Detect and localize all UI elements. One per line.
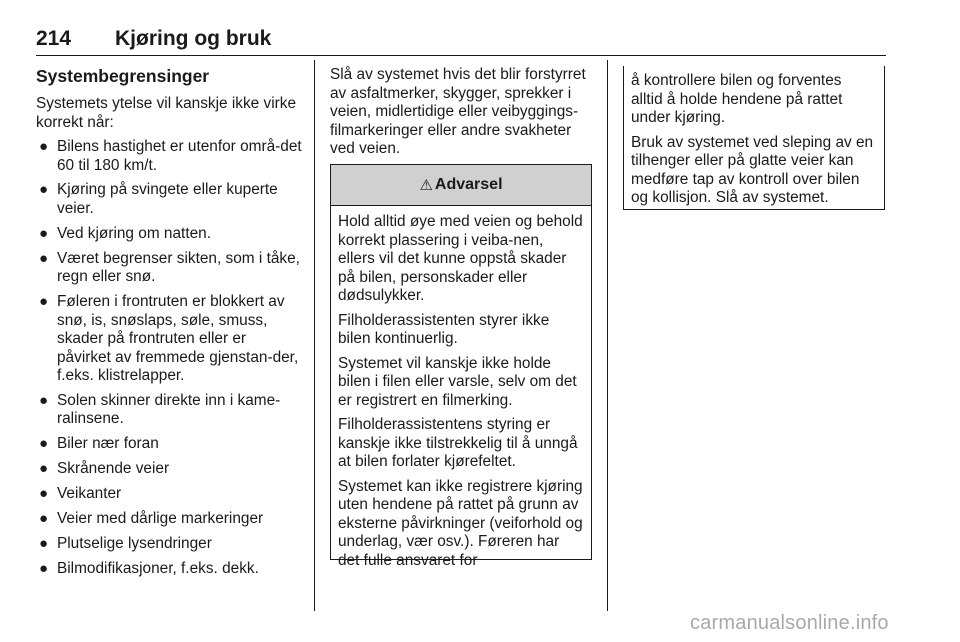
bullet-icon: ● <box>39 460 49 478</box>
warning-paragraph: Filholderassistentens styring er kanskje ikke tilstrekkelig til å unngå at bilen forlater kjørefeltet. <box>338 416 578 470</box>
limitations-list <box>36 138 302 578</box>
list-item-text: Plutselige lysendringer <box>57 534 212 552</box>
page-number: 214 <box>36 27 72 50</box>
list-item <box>36 138 302 175</box>
list-item-text: Veikanter <box>57 485 122 503</box>
bullet-icon: ● <box>39 138 49 155</box>
bullet-icon: ● <box>39 559 49 577</box>
page-header <box>36 27 886 53</box>
list-item-text: Solen skinner direkte inn i kame-ralinsene. <box>57 391 281 428</box>
list-item-text: Bilens hastighet er utenfor områ-det 60 til 180 km/t. <box>57 138 302 174</box>
list-item <box>36 181 302 218</box>
list-item-text: Kjøring på svingete eller kuperte veier. <box>57 181 278 217</box>
list-item <box>36 460 302 479</box>
paragraph: Slå av systemet hvis det blir forstyrret av asfaltmerker, skygger, sprekker i veien, midlertidige eller veibyggings-filmarkeringer eller andre svakheter ved veien. <box>330 66 586 157</box>
list-item-text: Skrånende veier <box>57 460 170 478</box>
list-item <box>36 225 302 244</box>
watermark: carmanualsonline.info <box>690 612 889 634</box>
bullet-icon: ● <box>39 293 49 311</box>
intro-text: Systemets ytelse vil kanskje ikke virke korrekt når: <box>36 95 297 131</box>
bullet-icon: ● <box>39 435 49 453</box>
warning-title: Advarsel <box>434 176 503 193</box>
warning-triangle-icon: ⚠ <box>419 177 433 194</box>
chapter-title: Kjøring og bruk <box>115 27 272 50</box>
list-item-text: Ved kjøring om natten. <box>57 224 211 242</box>
header-rule <box>36 55 886 56</box>
column-divider <box>607 60 608 611</box>
warning-header <box>331 164 591 206</box>
column-2 <box>330 66 592 170</box>
list-item <box>36 392 302 429</box>
list-item <box>36 510 302 529</box>
warning-continuation-box <box>623 66 885 210</box>
warning-paragraph: Systemet vil kanskje ikke holde bilen i filen eller varsle, selv om det er registrert en filmerking. <box>338 354 577 409</box>
list-item <box>36 435 302 454</box>
list-item <box>36 250 302 287</box>
warning-paragraph: Filholderassistenten styrer ikke bilen kontinuerlig. <box>338 311 550 347</box>
list-item-text: Føleren i frontruten er blokkert av snø, is, snøslaps, søle, smuss, skader på frontruten eller er påvirket av fremmede gjenstan-der, f.eks. klistrelapper. <box>57 293 299 385</box>
list-item <box>36 535 302 554</box>
list-item <box>36 560 302 579</box>
bullet-icon: ● <box>39 224 49 242</box>
list-item-text: Biler nær foran <box>57 435 159 453</box>
list-item <box>36 293 302 386</box>
bullet-icon: ● <box>39 391 49 409</box>
warning-box <box>330 164 592 569</box>
warning-paragraph: Systemet kan ikke registrere kjøring uten hendene på rattet på grunn av eksterne påvirkninger (veiforhold og underlag, vær osv.). Føreren har det fulle ansvaret for <box>338 477 583 569</box>
bullet-icon: ● <box>39 181 49 199</box>
bullet-icon: ● <box>39 534 49 552</box>
column-divider <box>314 60 315 611</box>
list-item-text: Bilmodifikasjoner, f.eks. dekk. <box>57 559 259 577</box>
warning-body <box>331 206 591 570</box>
bullet-icon: ● <box>39 485 49 503</box>
column-1 <box>36 66 302 585</box>
warning-paragraph: å kontrollere bilen og forventes alltid å holde hendene på rattet under kjøring. <box>631 72 843 126</box>
bullet-icon: ● <box>39 510 49 528</box>
bullet-icon: ● <box>39 249 49 267</box>
section-title: Systembegrensinger <box>36 66 210 86</box>
list-item-text: Veier med dårlige markeringer <box>57 510 264 528</box>
list-item-text: Været begrenser sikten, som i tåke, regn eller snø. <box>57 249 300 286</box>
list-item <box>36 485 302 504</box>
warning-paragraph: Bruk av systemet ved sleping av en tilhenger eller på glatte veier kan medføre tap av kontroll over bilen og kollisjon. Slå av systemet. <box>631 133 874 206</box>
warning-paragraph: Hold alltid øye med veien og behold korrekt plassering i veiba-nen, ellers vil det kunne oppstå skader på bilen, personskader eller dødsulykker. <box>338 213 583 304</box>
